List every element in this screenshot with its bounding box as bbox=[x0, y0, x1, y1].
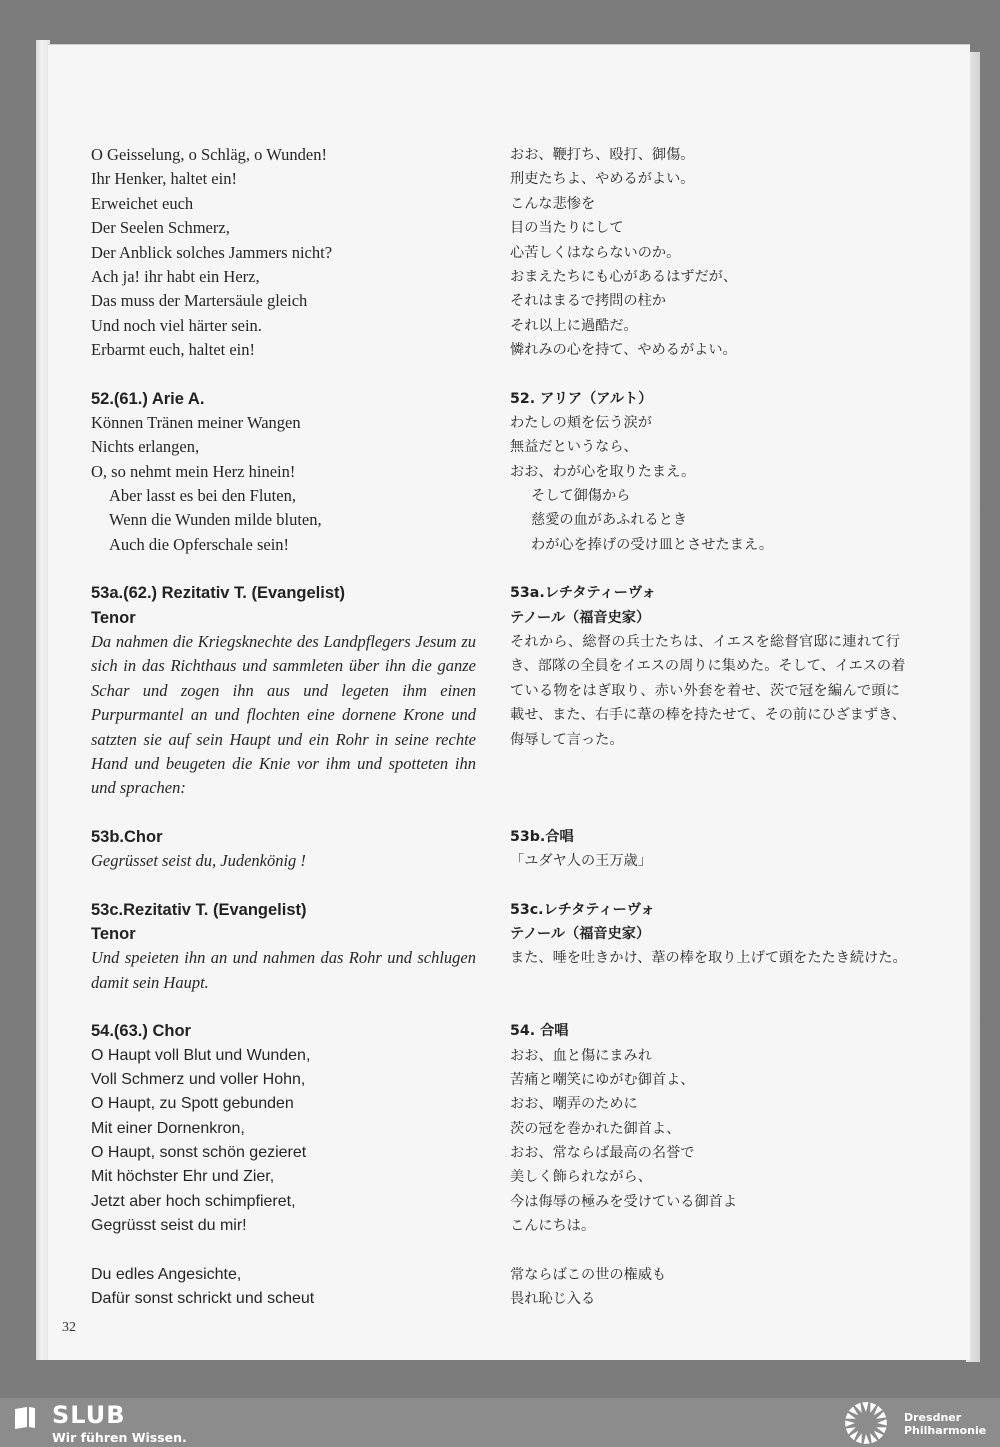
text-line: 心苦しくはならないのか。 bbox=[510, 244, 681, 261]
stanza-52-indented-german bbox=[91, 484, 476, 557]
recitative-53c-german bbox=[91, 946, 476, 995]
text-line: O Haupt voll Blut und Wunden, bbox=[91, 1046, 311, 1064]
text-line: 載せ、また、右手に葦の棒を持たせて、その前にひざまずき、 bbox=[510, 707, 906, 724]
text-line: damit sein Haupt. bbox=[91, 972, 209, 992]
logo-ray bbox=[856, 1433, 862, 1443]
text-line: 茨の冠を巻かれた御首よ、 bbox=[510, 1120, 681, 1137]
text-line: 刑吏たちよ、やめるがよい。 bbox=[510, 171, 695, 188]
text-line: おお、常ならば最高の名誉で bbox=[510, 1145, 695, 1162]
text-line: Schar und zogen ihn aus und legeten ihm einen bbox=[91, 680, 476, 700]
text-line: それから、総督の兵士たちは、イエスを総督官邸に連れて行 bbox=[510, 634, 900, 651]
logo-ray bbox=[870, 1402, 876, 1412]
text-line: き、部隊の全員をイエスの周りに集めた。そして、イエスの着 bbox=[510, 658, 906, 675]
text-line: Und noch viel härter sein. bbox=[91, 315, 262, 335]
text-line: Aber lasst es bei den Fluten, bbox=[109, 486, 296, 506]
text-line: おお、血と傷にまみれ bbox=[510, 1047, 652, 1064]
heading-53a-voice-german: Tenor bbox=[91, 608, 136, 627]
text-line: それはまるで拷問の柱か bbox=[510, 293, 666, 310]
heading-53b-german: 53b.Chor bbox=[91, 827, 163, 846]
text-line: こんな悲惨を bbox=[510, 195, 596, 212]
text-line: O Haupt, sonst schön gezieret bbox=[91, 1144, 307, 1162]
text-line: Du edles Angesichte, bbox=[91, 1265, 242, 1283]
text-line: Das muss der Martersäule gleich bbox=[91, 291, 308, 311]
text-line: ている物をはぎ取り、赤い外套を着せ、茨で冠を編んで頭に bbox=[510, 682, 900, 699]
text-line: Jetzt aber hoch schimpfieret, bbox=[91, 1192, 296, 1210]
text-line: 今は侮辱の極みを受けている御首よ bbox=[510, 1193, 738, 1210]
text-line: 目の当たりにして bbox=[510, 220, 624, 237]
japanese-column bbox=[510, 143, 907, 1311]
text-line: sich in das Richthaus und sammleten über ihn die ganze bbox=[91, 656, 476, 676]
text-line: 美しく飾られながら、 bbox=[510, 1169, 652, 1186]
partner-line-1: Dresdner bbox=[904, 1411, 962, 1424]
text-line: また、唾を吐きかけ、葦の棒を取り上げて頭をたたき続けた。 bbox=[510, 950, 907, 967]
logo-ray bbox=[845, 1413, 855, 1419]
text-line: und sprachen: bbox=[91, 778, 186, 798]
text-line: Hand und beugeten die Knie vor ihm und spotteten ihn bbox=[91, 753, 476, 773]
slub-tagline: Wir führen Wissen. bbox=[52, 1430, 187, 1445]
text-line: Und speieten ihn an und nahmen das Rohr und schlugen bbox=[91, 948, 476, 968]
page-number: 32 bbox=[62, 1320, 76, 1335]
chorale-54-second-stanza-japanese bbox=[510, 1263, 900, 1312]
text-line: 苦痛と嘲笑にゆがむ御首よ、 bbox=[510, 1071, 695, 1088]
text-line: こんにちは。 bbox=[510, 1218, 596, 1235]
logo-ray bbox=[849, 1406, 858, 1415]
text-line: Mit einer Dornenkron, bbox=[91, 1119, 245, 1137]
text-line: O, so nehmt mein Herz hinein! bbox=[91, 461, 296, 481]
heading-53a-voice-japanese: テノール（福音史家） bbox=[510, 609, 651, 626]
text-line: わが心を捧げの受け皿とさせたまえ。 bbox=[531, 536, 774, 553]
text-line: Mit höchster Ehr und Zier, bbox=[91, 1168, 275, 1186]
text-line: Dafür sonst schrickt und scheut bbox=[91, 1290, 315, 1308]
logo-ray bbox=[874, 1406, 883, 1415]
text-line: Erweichet euch bbox=[91, 193, 194, 213]
german-column bbox=[91, 143, 476, 1311]
heading-53c-japanese: 53c.レチタティーヴォ bbox=[510, 901, 655, 918]
chorale-54-second-stanza-german bbox=[91, 1263, 476, 1312]
stanza-1-japanese bbox=[510, 143, 900, 363]
chorale-54-german bbox=[91, 1044, 476, 1239]
heading-53c-german: 53c.Rezitativ T. (Evangelist) bbox=[91, 900, 307, 919]
text-line: 「ユダヤ人の王万歳」 bbox=[510, 853, 652, 870]
text-line: Voll Schmerz und voller Hohn, bbox=[91, 1070, 306, 1088]
text-line: 無益だというなら、 bbox=[510, 439, 638, 456]
text-line: 常ならばこの世の権威も bbox=[510, 1266, 667, 1283]
text-line: そして御傷から bbox=[531, 488, 631, 505]
text-line: それ以上に過酷だ。 bbox=[510, 317, 638, 334]
heading-53c-voice-japanese: テノール（福音史家） bbox=[510, 925, 651, 942]
text-line: Gegrüsst seist du mir! bbox=[91, 1217, 247, 1235]
chorale-54-japanese bbox=[510, 1044, 900, 1239]
heading-54-german: 54.(63.) Chor bbox=[91, 1022, 191, 1041]
logo-ray bbox=[845, 1420, 855, 1426]
heading-53a-japanese: 53a.レチタティーヴォ bbox=[510, 585, 656, 602]
text-line: Gegrüsset seist du, Judenkönig ! bbox=[91, 851, 306, 871]
text-line: おお、わが心を取りたまえ。 bbox=[510, 463, 696, 480]
heading-53c-voice-german: Tenor bbox=[91, 924, 136, 943]
slub-name[interactable]: SLUB bbox=[52, 1401, 126, 1429]
text-line: Nichts erlangen, bbox=[91, 437, 200, 457]
text-line: O Haupt, zu Spott gebunden bbox=[91, 1095, 294, 1113]
text-line: 侮辱して言った。 bbox=[510, 731, 624, 748]
heading-53b-japanese: 53b.合唱 bbox=[510, 828, 574, 845]
dresdner-philharmonie-name[interactable] bbox=[904, 1411, 986, 1437]
text-line: Da nahmen die Kriegsknechte des Landpflegers Jesum zu bbox=[91, 632, 476, 652]
heading-54-japanese: 54. 合唱 bbox=[510, 1023, 569, 1040]
text-line: Purpurmantel an und flochten eine dornene Krone und bbox=[91, 705, 476, 725]
text-line: Wenn die Wunden milde bluten, bbox=[109, 510, 322, 530]
recitative-53a-japanese bbox=[510, 630, 906, 752]
dresdner-philharmonie-logo-icon bbox=[840, 1400, 892, 1446]
text-line: Erbarmt euch, haltet ein! bbox=[91, 340, 256, 360]
logo-ray bbox=[849, 1431, 858, 1440]
text-line: O Geisselung, o Schläg, o Wunden! bbox=[91, 145, 327, 164]
chorus-53b-japanese bbox=[510, 849, 900, 873]
text-line: Ach ja! ihr habt ein Herz, bbox=[91, 266, 260, 286]
stanza-52-indented-japanese bbox=[510, 484, 900, 557]
logo-ray bbox=[874, 1431, 883, 1440]
logo-ray bbox=[863, 1434, 869, 1444]
text-line: satzten sie auf sein Haupt und ein Rohr in seine rechte bbox=[91, 729, 476, 749]
stanza-52-german bbox=[91, 411, 476, 484]
text-line: Können Tränen meiner Wangen bbox=[91, 412, 301, 432]
logo-ray bbox=[862, 1402, 868, 1412]
stanza-1-german bbox=[91, 143, 476, 363]
text-line: Der Anblick solches Jammers nicht? bbox=[91, 242, 333, 262]
stanza-52-japanese bbox=[510, 411, 900, 484]
text-line: Der Seelen Schmerz, bbox=[91, 218, 230, 238]
heading-53a-german: 53a.(62.) Rezitativ T. (Evangelist) bbox=[91, 584, 346, 603]
text-line: 憐れみの心を持て、やめるがよい。 bbox=[510, 342, 737, 359]
chorus-53b-german bbox=[91, 849, 476, 873]
slub-logo-icon bbox=[12, 1405, 38, 1431]
text-line: 慈愛の血があふれるとき bbox=[531, 512, 688, 529]
text-line: Auch die Opferschale sein! bbox=[109, 534, 290, 554]
logo-ray bbox=[876, 1427, 886, 1433]
partner-line-2: Philharmonie bbox=[904, 1424, 987, 1437]
text-line: おお、鞭打ち、殴打、御傷。 bbox=[510, 147, 695, 163]
logo-ray bbox=[877, 1419, 887, 1425]
text-line: わたしの頬を伝う涙が bbox=[510, 414, 652, 431]
text-line: Ihr Henker, haltet ein! bbox=[91, 169, 237, 189]
recitative-53c-japanese bbox=[510, 946, 907, 970]
text-line: おまえたちにも心があるはずだが、 bbox=[510, 268, 738, 285]
heading-52-japanese: 52. アリア（アルト） bbox=[510, 390, 653, 407]
text-line: おお、嘲弄のために bbox=[510, 1096, 638, 1113]
heading-52-german: 52.(61.) Arie A. bbox=[91, 389, 205, 408]
text-line: 畏れ恥じ入る bbox=[510, 1291, 596, 1308]
recitative-53a-german bbox=[91, 630, 476, 801]
